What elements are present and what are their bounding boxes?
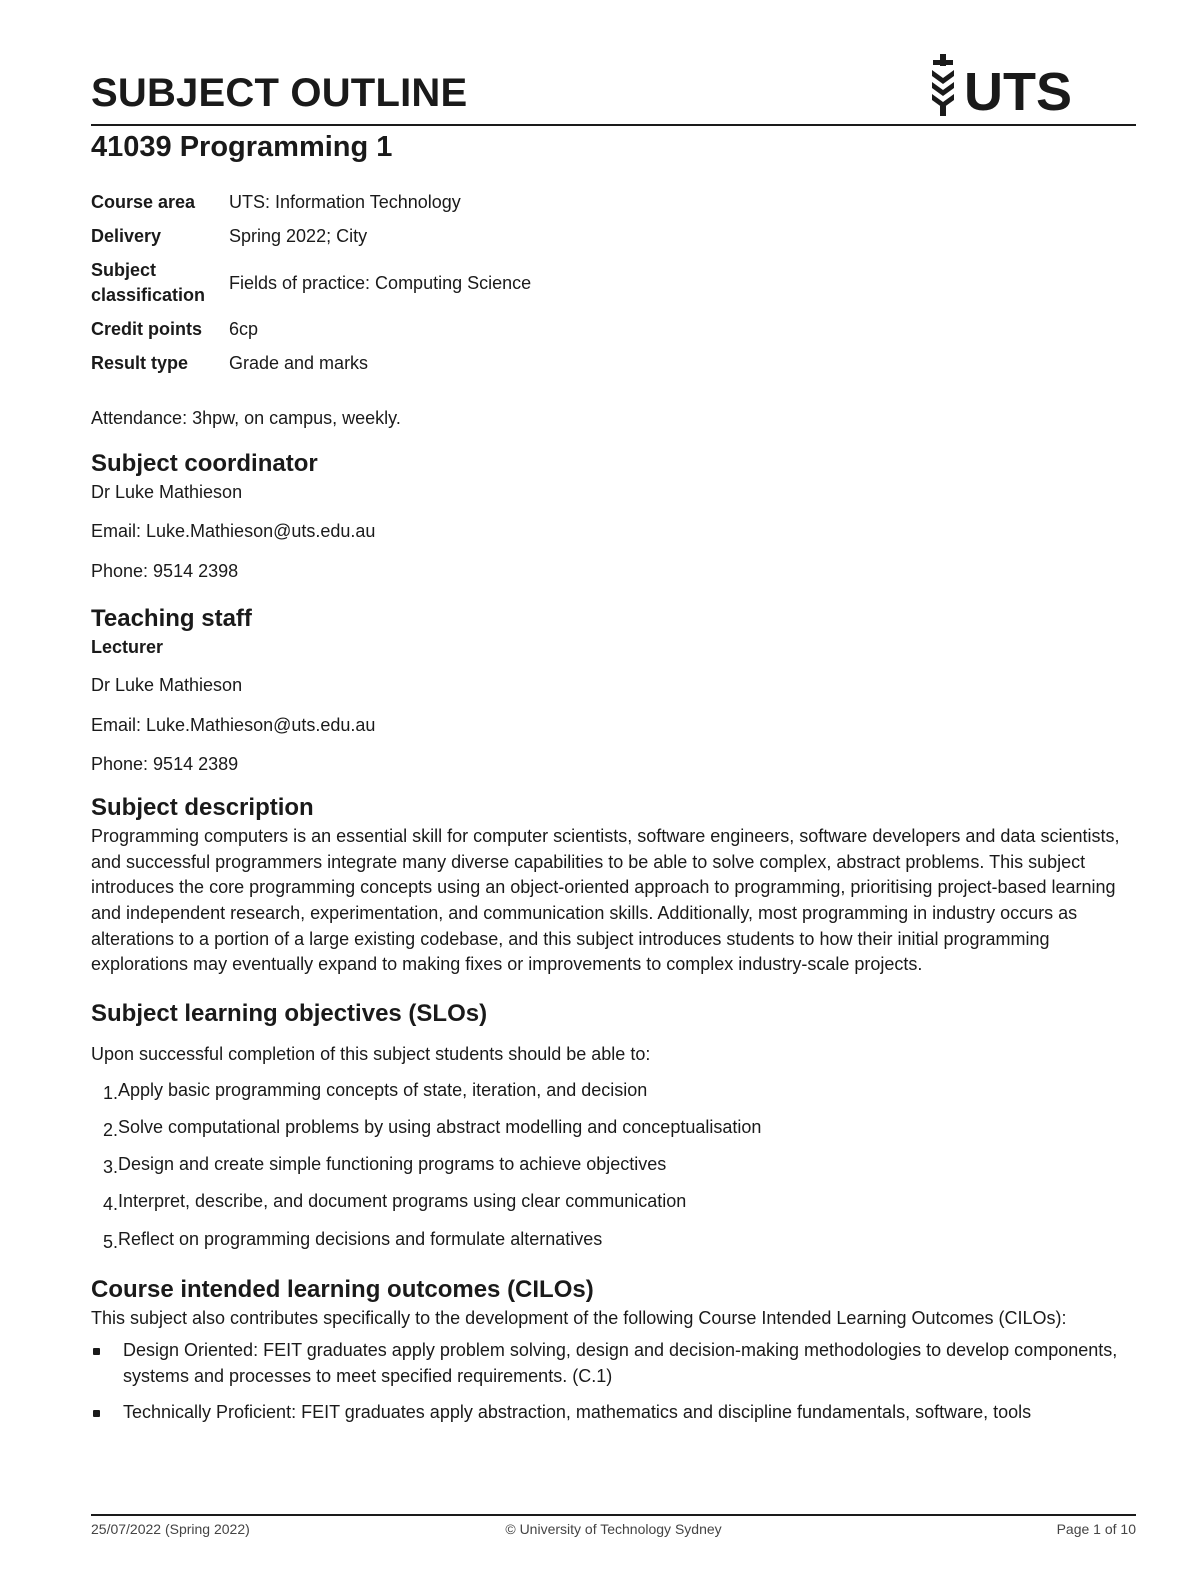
footer-date: 25/07/2022 (Spring 2022) [91,1521,250,1537]
footer-rule [91,1514,1136,1516]
list-text: Reflect on programming decisions and formulate alternatives [118,1228,603,1249]
bullet-icon [91,1338,123,1389]
coordinator-section [91,448,1136,585]
bullet-icon [91,1400,123,1426]
list-item [91,1115,1136,1141]
coordinator-phone: Phone: 9514 2398 [91,561,239,582]
meta-value: 6cp [229,319,259,339]
description-heading: Subject description [91,793,314,821]
lecturer-phone: Phone: 9514 2389 [91,754,239,775]
list-text: Interpret, describe, and document programs using clear communication [118,1191,687,1212]
document-title: SUBJECT OUTLINE [91,71,468,115]
cilo-section [91,1274,1136,1426]
list-text: Design and create simple functioning programs to achieve objectives [118,1154,667,1175]
list-item [91,1338,1136,1389]
list-text: Technically Proficient: FEIT graduates apply abstraction, mathematics and discipline fundamentals, software, tools [123,1402,1032,1423]
meta-key: Course area [91,192,196,212]
coordinator-email: Email: Luke.Mathieson@uts.edu.au [91,521,376,542]
list-number: 5. [102,1231,118,1252]
lecturer-role: Lecturer [91,636,164,657]
meta-value: Fields of practice: Computing Science [229,272,532,293]
footer-copyright: © University of Technology Sydney [505,1521,722,1537]
footer-page-number: Page 1 of 10 [1056,1521,1136,1537]
list-number: 2. [102,1120,118,1141]
lecturer-email: Email: Luke.Mathieson@uts.edu.au [91,714,376,735]
cilo-list [91,1338,1136,1426]
list-item [91,1078,1136,1104]
coordinator-name: Dr Luke Mathieson [91,481,243,502]
document-page [91,0,1136,1590]
document-body [91,406,1136,1437]
slo-list [91,1078,1136,1253]
meta-key: Result type [91,353,189,373]
uts-logo-text: UTS [964,62,1072,120]
list-item [91,1227,1136,1253]
list-item [91,1152,1136,1178]
cilo-heading: Course intended learning outcomes (CILOs) [91,1276,594,1304]
description-text: Programming computers is an essential skill for computer scientists, software engineers, software developers and data scientists, and successful programmers integrate many diverse capabilities to be able to solve complex, abstract problems. This subject introduces the core programming concepts using an object-oriented approach to programming, prioritising project-based learning and independent research, experimentation, and communication skills. Additionally, most programming in industry occurs as alterations to a portion of a large existing codebase, and this subject introduces students to how their initial programming explorations may eventually expand to making fixes or improvements to complex industry-scale projects. [91,825,1120,975]
list-item [91,1189,1136,1215]
meta-row-result-type [91,351,791,376]
list-text: Design Oriented: FEIT graduates apply problem solving, design and decision-making methodologies to develop components, systems and processes to meet specified requirements. (C.1) [123,1340,1118,1386]
uts-logo [928,50,1098,120]
meta-row-credit-points [91,317,791,342]
list-number: 1. [102,1082,118,1103]
meta-row-delivery [91,224,791,249]
meta-value: UTS: Information Technology [229,192,461,212]
list-number: 3. [102,1157,118,1178]
meta-row-subject-classification [91,258,791,308]
coordinator-heading: Subject coordinator [91,449,318,477]
meta-row-course-area [91,190,791,215]
slo-intro: Upon successful completion of this subject students should be able to: [91,1044,651,1065]
attendance-text: Attendance: 3hpw, on campus, weekly. [91,408,401,428]
list-text: Solve computational problems by using abstract modelling and conceptualisation [118,1117,762,1138]
list-number: 4. [102,1194,118,1215]
subject-title: 41039 Programming 1 [91,131,393,163]
meta-key: Credit points [91,319,202,339]
teaching-staff-heading: Teaching staff [91,604,252,632]
slo-section [91,998,1136,1252]
header-rule [91,124,1136,126]
list-text: Apply basic programming concepts of state, iteration, and decision [118,1079,648,1100]
list-item [91,1400,1136,1426]
document-header [91,62,1136,128]
cilo-intro: This subject also contributes specifically to the development of the following Course Intended Learning Outcomes (CILOs): [91,1308,1067,1329]
description-section [91,792,1136,978]
meta-value: Spring 2022; City [229,226,368,246]
meta-key: Delivery [91,226,162,246]
meta-key: Subject classification [91,260,206,305]
slo-heading: Subject learning objectives (SLOs) [91,1000,488,1028]
meta-value: Grade and marks [229,353,369,373]
subject-meta-table [91,190,791,385]
teaching-staff-section [91,603,1136,778]
lecturer-name: Dr Luke Mathieson [91,674,243,695]
uts-crest-icon [932,54,954,116]
